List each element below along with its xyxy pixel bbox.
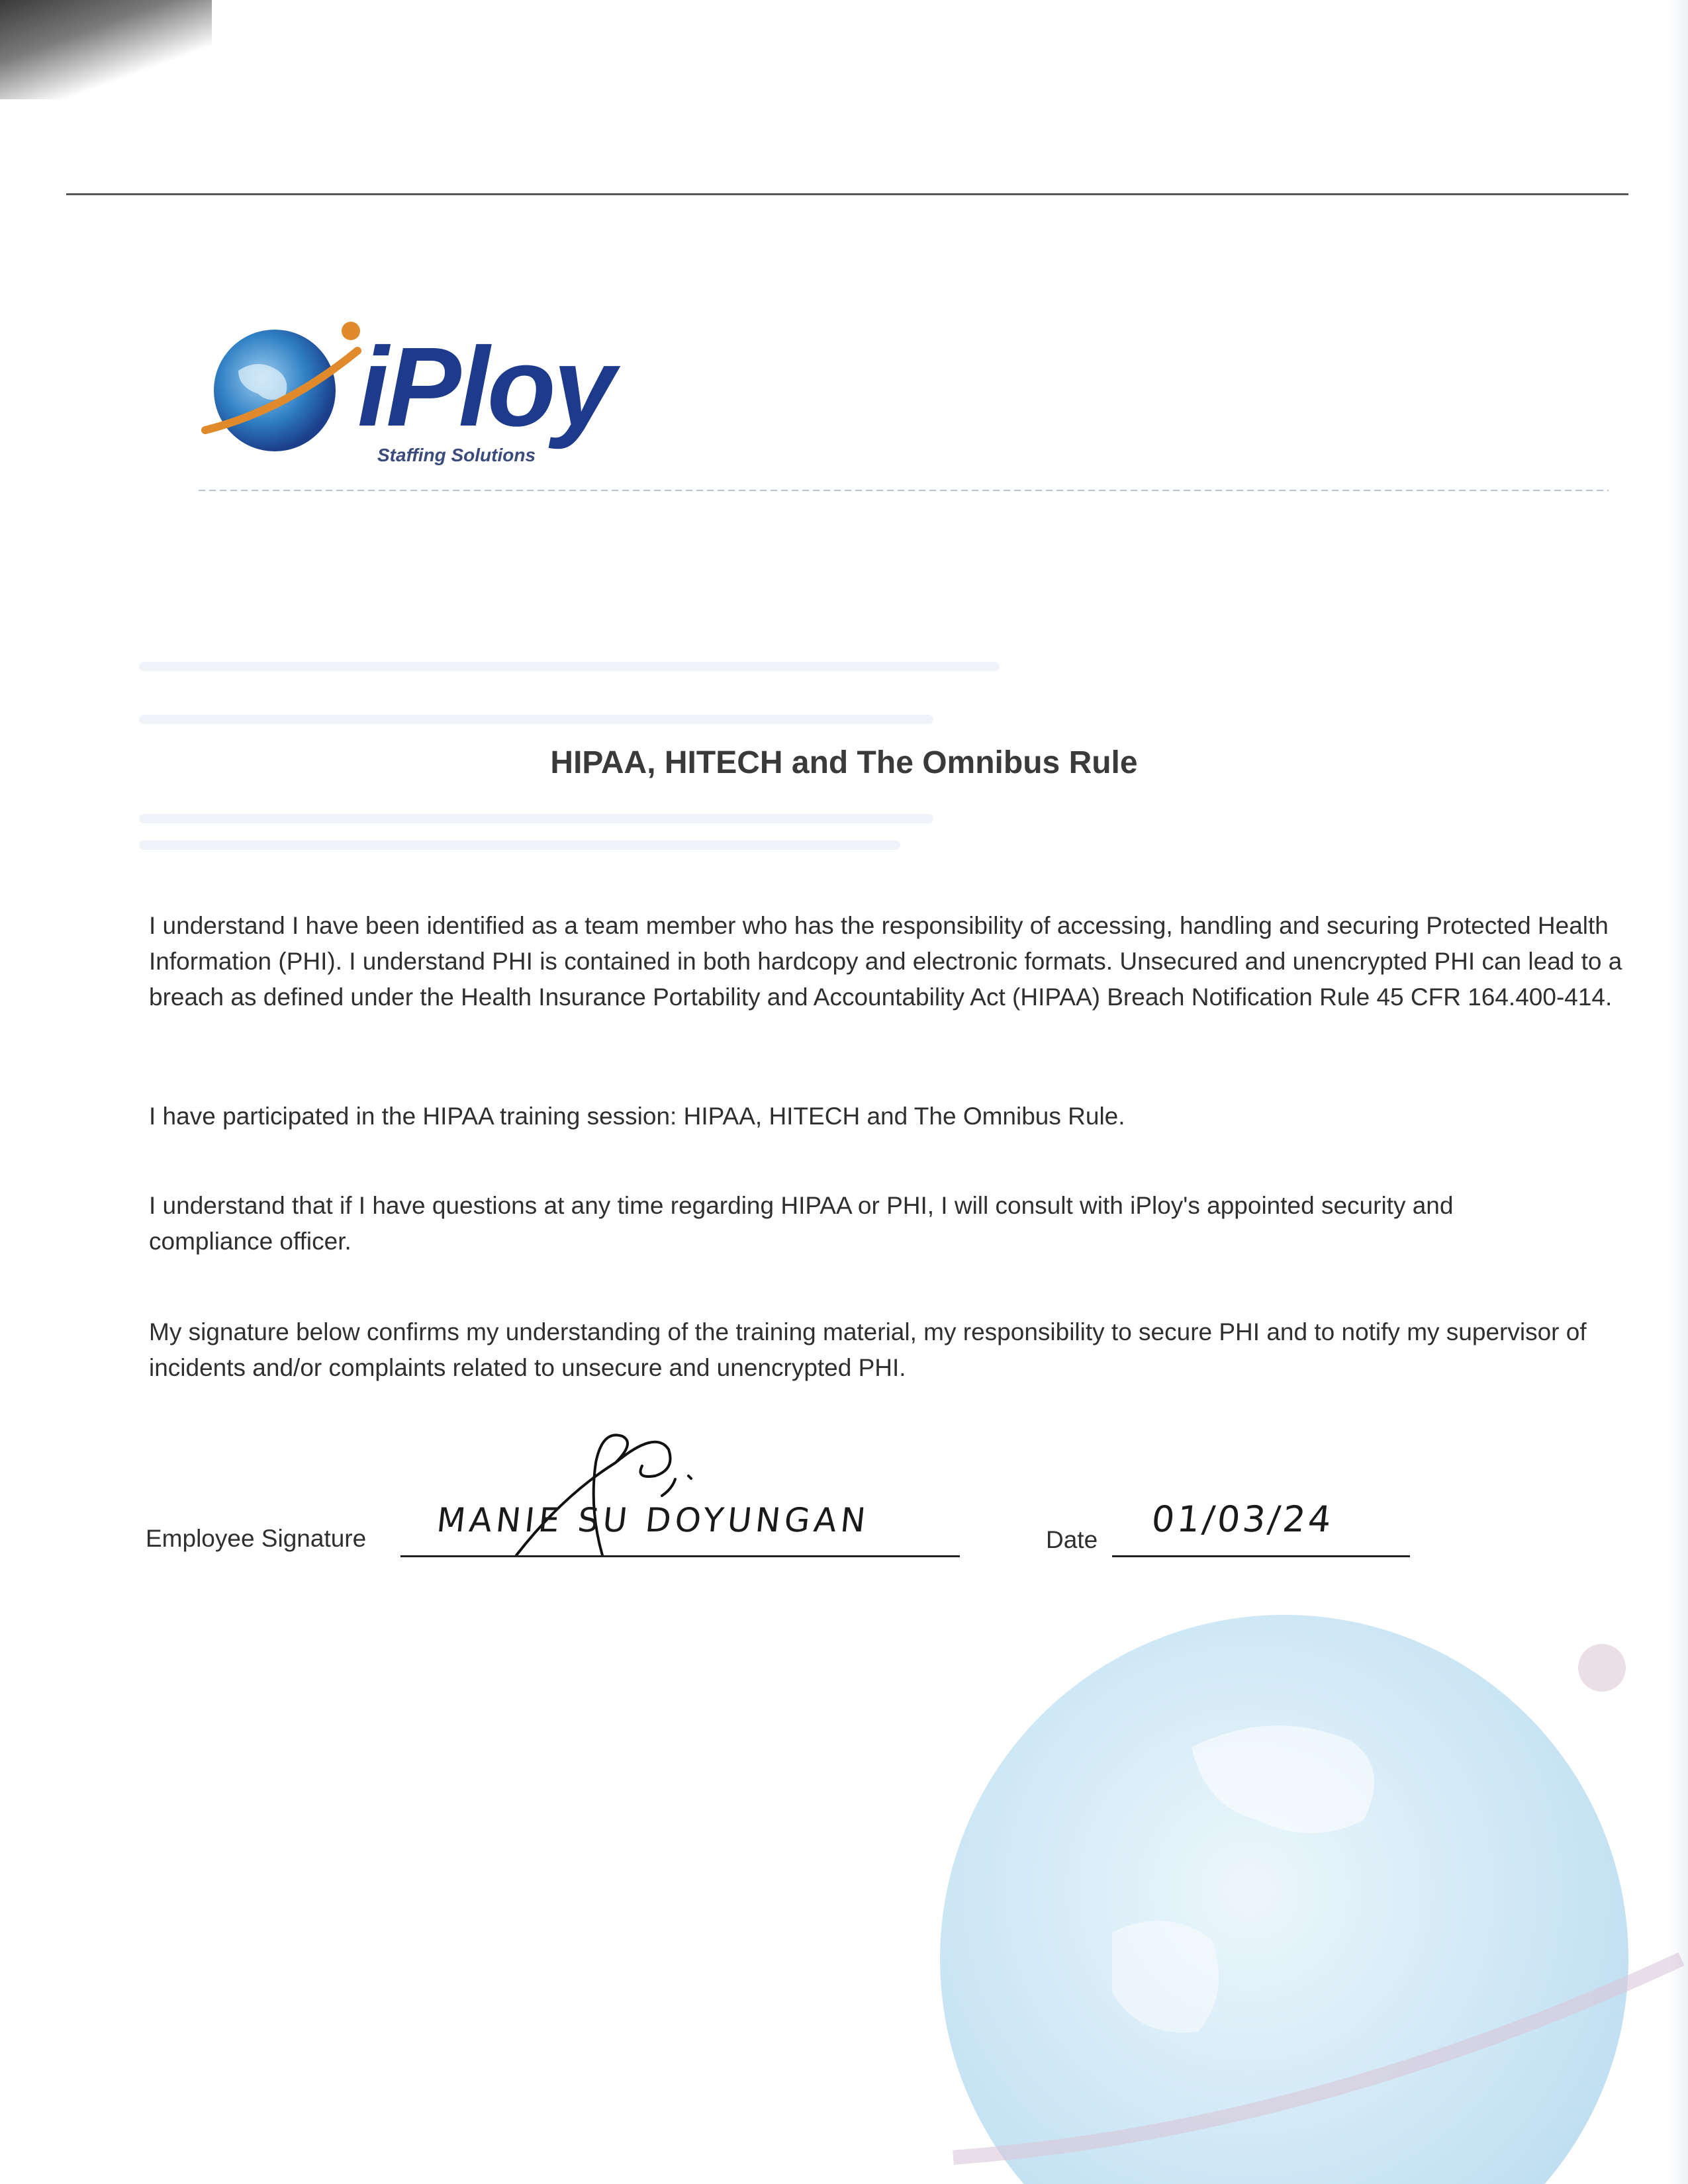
paragraph-line: compliance officer. <box>149 1228 352 1255</box>
paragraph-training-session: I have participated in the HIPAA training session: HIPAA, HITECH and The Omnibus Rule. <box>149 1103 1125 1130</box>
date-label: Date <box>1046 1526 1098 1553</box>
handwritten-date: 01/03/24 <box>1149 1498 1336 1540</box>
logo-tagline: Staffing Solutions <box>377 445 536 465</box>
signature-line <box>400 1555 960 1557</box>
paragraph-line: I understand that if I have questions at any time regarding HIPAA or PHI, I will consult with iPloy's appointed security and <box>149 1192 1454 1219</box>
date-line <box>1112 1555 1410 1557</box>
bleed-through-line <box>139 814 933 823</box>
employee-signature-label: Employee Signature <box>146 1525 367 1552</box>
signature-scribble <box>503 1403 715 1575</box>
header-divider <box>199 490 1609 491</box>
company-logo <box>199 318 662 483</box>
top-rule <box>66 193 1628 195</box>
bleed-through-line <box>139 715 933 724</box>
handwritten-employee-name: MANIE SU DOYUNGAN <box>434 1501 872 1539</box>
logo-wordmark: iPloy <box>357 324 614 450</box>
bleed-through-line <box>139 841 900 850</box>
globe-watermark-icon <box>914 1588 1688 2184</box>
globe-logo-icon <box>199 318 371 463</box>
paragraph-phi-responsibility: I understand I have been identified as a team member who has the responsibility of accessing, handling and securing Protected Health Information (PHI). I understand PHI is contained in both hardcopy and electronic formats. Unsecured and unencrypted PHI can lead to a breach as defined under the Health Insurance Portability and Accountability Act (HIPAA) Breach Notification Rule 45 CFR 164.400-414. <box>149 912 1622 1011</box>
scan-shadow-corner <box>0 0 212 99</box>
bleed-through-line <box>139 662 1000 671</box>
document-title: HIPAA, HITECH and The Omnibus Rule <box>550 745 1138 780</box>
paragraph-compliance-officer <box>149 1188 1688 1259</box>
paragraph-signature-confirmation: My signature below confirms my understanding of the training material, my responsibility to secure PHI and to notify my supervisor of incidents and/or complaints related to unsecure and unencrypted PHI. <box>149 1318 1587 1381</box>
